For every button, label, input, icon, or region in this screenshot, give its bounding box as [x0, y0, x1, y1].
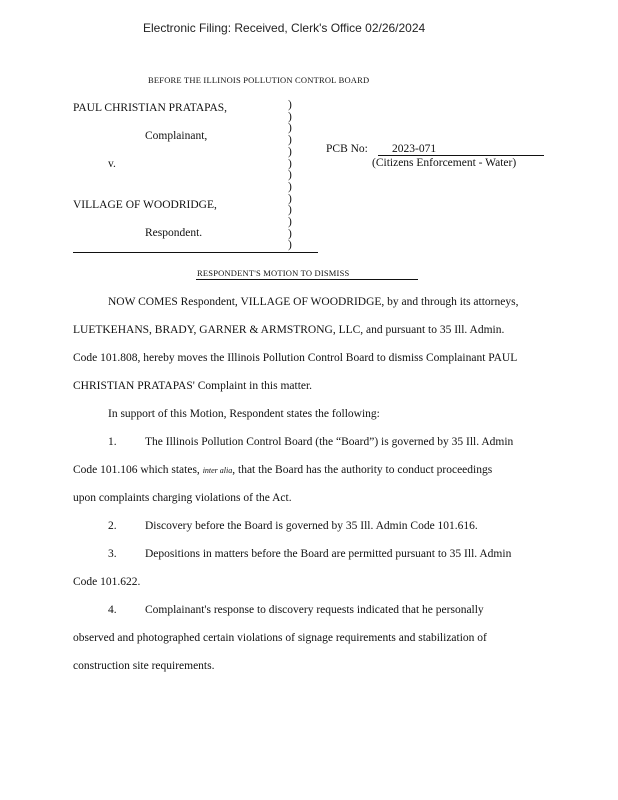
item-4-line-3: construction site requirements.: [73, 660, 215, 672]
item-3-line-2: Code 101.622.: [73, 576, 141, 588]
complainant-role: Complainant,: [145, 130, 208, 142]
complainant-name: PAUL CHRISTIAN PRATAPAS,: [73, 102, 228, 114]
item-4-line-1: [108, 603, 484, 617]
item-1-line-2: [73, 463, 492, 478]
motion-title: RESPONDENT'S MOTION TO DISMISS: [197, 268, 350, 278]
board-heading: BEFORE THE ILLINOIS POLLUTION CONTROL BOARD: [148, 75, 370, 85]
intro-line-4: CHRISTIAN PRATAPAS' Complaint in this matter.: [73, 380, 313, 392]
intro-line-1: NOW COMES Respondent, VILLAGE OF WOODRIDGE, by and through its attorneys,: [108, 296, 519, 308]
pcb-type: (Citizens Enforcement - Water): [372, 157, 517, 169]
caption-rule: [73, 252, 318, 253]
item-4-text: Complainant's response to discovery requests indicated that he personally: [145, 604, 484, 616]
intro-line-2: LUETKEHANS, BRADY, GARNER & ARMSTRONG, LLC, and pursuant to 35 Ill. Admin.: [73, 324, 505, 336]
item-3-text: Depositions in matters before the Board are permitted pursuant to 35 Ill. Admin: [145, 548, 512, 560]
item-1-line-3: upon complaints charging violations of the Act.: [73, 492, 292, 504]
versus: v.: [108, 158, 116, 170]
item-1-text-b: , that the Board has the authority to conduct proceedings: [232, 464, 493, 476]
item-2-number: 2.: [108, 520, 117, 532]
respondent-role: Respondent.: [145, 227, 203, 239]
item-2-line-1: [108, 519, 478, 533]
item-1-text: The Illinois Pollution Control Board (the “Board”) is governed by 35 Ill. Admin: [145, 436, 514, 448]
caption-parentheses: ) ) ) ) ) ) ) ) ) ) ) ) ): [288, 99, 292, 252]
motion-title-underline: [196, 279, 418, 280]
respondent-name: VILLAGE OF WOODRIDGE,: [73, 199, 217, 211]
item-3-line-1: [108, 547, 511, 561]
item-1-number: 1.: [108, 436, 117, 448]
item-4-number: 4.: [108, 604, 117, 616]
item-3-number: 3.: [108, 548, 117, 560]
item-4-line-2: observed and photographed certain violations of signage requirements and stabilization of: [73, 632, 487, 644]
item-1-line-1: [108, 435, 513, 449]
pcb-number: 2023-071: [392, 143, 437, 155]
pcb-label: PCB No:: [326, 143, 368, 155]
item-1-italic: inter alia: [202, 466, 233, 475]
filing-stamp: Electronic Filing: Received, Clerk's Office 02/26/2024: [143, 21, 426, 35]
support-line: In support of this Motion, Respondent states the following:: [108, 408, 380, 420]
item-2-text: Discovery before the Board is governed by 35 Ill. Admin Code 101.616.: [145, 520, 478, 532]
intro-line-3: Code 101.808, hereby moves the Illinois Pollution Control Board to dismiss Complainant PAUL: [73, 352, 518, 364]
item-1-text-a: Code 101.106 which states,: [73, 464, 200, 476]
